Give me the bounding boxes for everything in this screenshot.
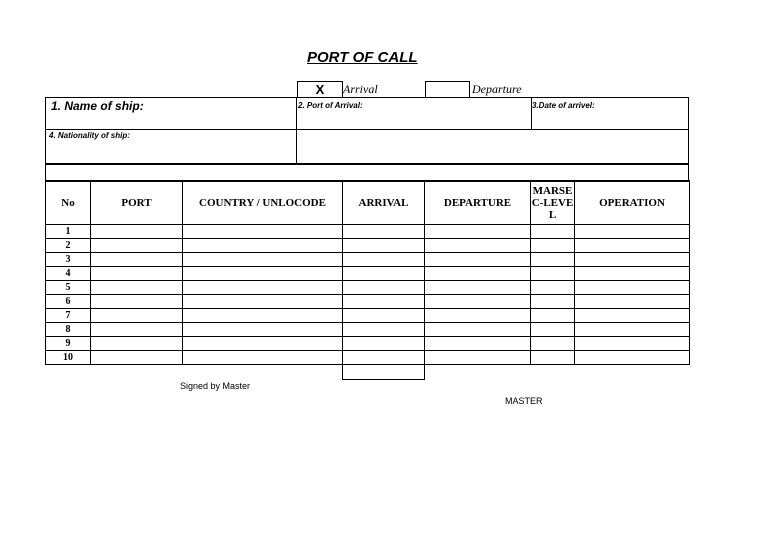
- master-label: MASTER: [505, 396, 543, 406]
- operation-cell[interactable]: [575, 281, 690, 295]
- nationality-field[interactable]: [46, 130, 296, 163]
- arrival-checkbox[interactable]: [297, 81, 343, 98]
- port-cell[interactable]: [91, 323, 183, 337]
- marsec-level-cell[interactable]: [531, 225, 575, 239]
- header-operation: OPERATION: [575, 181, 690, 225]
- country-unlocode-cell[interactable]: [183, 253, 343, 267]
- port-cell[interactable]: [91, 239, 183, 253]
- country-unlocode-cell[interactable]: [183, 351, 343, 365]
- row-number-cell: 9: [46, 337, 91, 351]
- header-country-unlocode: COUNTRY / UNLOCODE: [183, 181, 343, 225]
- operation-cell[interactable]: [575, 351, 690, 365]
- arrival-cell[interactable]: [343, 337, 425, 351]
- row-number-cell: 2: [46, 239, 91, 253]
- arrival-cell[interactable]: [343, 253, 425, 267]
- marsec-level-cell[interactable]: [531, 351, 575, 365]
- country-unlocode-cell[interactable]: [183, 295, 343, 309]
- country-unlocode-cell[interactable]: [183, 225, 343, 239]
- operation-cell[interactable]: [575, 323, 690, 337]
- marsec-level-cell[interactable]: [531, 309, 575, 323]
- row-number-cell: 7: [46, 309, 91, 323]
- operation-cell[interactable]: [575, 267, 690, 281]
- marsec-level-cell[interactable]: [531, 337, 575, 351]
- port-of-arrival-label: 2. Port of Arrival:: [298, 101, 363, 110]
- header-no: No: [46, 181, 91, 225]
- operation-cell[interactable]: [575, 337, 690, 351]
- country-unlocode-cell[interactable]: [183, 309, 343, 323]
- departure-cell[interactable]: [425, 295, 531, 309]
- arrival-cell[interactable]: [343, 295, 425, 309]
- marsec-level-cell[interactable]: [531, 239, 575, 253]
- departure-cell[interactable]: [425, 337, 531, 351]
- operation-cell[interactable]: [575, 225, 690, 239]
- name-of-ship-label: 1. Name of ship:: [51, 99, 144, 113]
- port-call-table: [45, 180, 690, 365]
- header-marsec-level: MARSEC-LEVEL: [531, 181, 575, 225]
- departure-cell[interactable]: [425, 351, 531, 365]
- port-cell[interactable]: [91, 281, 183, 295]
- operation-cell[interactable]: [575, 239, 690, 253]
- row-number-cell: 4: [46, 267, 91, 281]
- departure-cell[interactable]: [425, 239, 531, 253]
- operation-cell[interactable]: [575, 253, 690, 267]
- departure-cell[interactable]: [425, 253, 531, 267]
- ship-info-block: [45, 97, 689, 164]
- port-of-arrival-field[interactable]: [297, 98, 531, 129]
- arrival-cell[interactable]: [343, 281, 425, 295]
- row-number-cell: 10: [46, 351, 91, 365]
- form-title: PORT OF CALL: [307, 49, 418, 66]
- row-number-cell: 8: [46, 323, 91, 337]
- table-row: [46, 239, 690, 253]
- departure-checkbox[interactable]: [425, 81, 470, 98]
- table-row: [46, 323, 690, 337]
- row-number-cell: 1: [46, 225, 91, 239]
- port-cell[interactable]: [91, 225, 183, 239]
- departure-cell[interactable]: [425, 281, 531, 295]
- marsec-level-cell[interactable]: [531, 295, 575, 309]
- date-of-arrival-label: 3.Date of arrivel:: [532, 101, 595, 110]
- table-row: [46, 295, 690, 309]
- port-cell[interactable]: [91, 295, 183, 309]
- table-row: [46, 225, 690, 239]
- port-cell[interactable]: [91, 309, 183, 323]
- signature-line: [342, 365, 425, 380]
- departure-label: Departure: [472, 82, 522, 96]
- departure-cell[interactable]: [425, 267, 531, 281]
- port-cell[interactable]: [91, 253, 183, 267]
- header-departure: DEPARTURE: [425, 181, 531, 225]
- signed-by-master-label: Signed by Master: [180, 381, 251, 391]
- table-header-row: [46, 181, 690, 225]
- row-number-cell: 3: [46, 253, 91, 267]
- table-row: [46, 351, 690, 365]
- marsec-level-cell[interactable]: [531, 281, 575, 295]
- country-unlocode-cell[interactable]: [183, 267, 343, 281]
- port-cell[interactable]: [91, 337, 183, 351]
- departure-cell[interactable]: [425, 309, 531, 323]
- departure-cell[interactable]: [425, 323, 531, 337]
- operation-cell[interactable]: [575, 309, 690, 323]
- marsec-level-cell[interactable]: [531, 253, 575, 267]
- table-row: [46, 253, 690, 267]
- header-arrival: ARRIVAL: [343, 181, 425, 225]
- departure-cell[interactable]: [425, 225, 531, 239]
- country-unlocode-cell[interactable]: [183, 323, 343, 337]
- table-row: [46, 337, 690, 351]
- row-number-cell: 6: [46, 295, 91, 309]
- arrival-cell[interactable]: [343, 239, 425, 253]
- arrival-check-mark: X: [315, 82, 325, 97]
- arrival-cell[interactable]: [343, 267, 425, 281]
- nationality-label: 4. Nationality of ship:: [49, 131, 130, 140]
- arrival-cell[interactable]: [343, 309, 425, 323]
- port-cell[interactable]: [91, 351, 183, 365]
- arrival-cell[interactable]: [343, 351, 425, 365]
- table-row: [46, 267, 690, 281]
- spacer-band: [45, 163, 689, 181]
- table-row: [46, 309, 690, 323]
- date-of-arrival-field[interactable]: [532, 98, 688, 129]
- arrival-label: Arrival: [343, 82, 378, 96]
- country-unlocode-cell[interactable]: [183, 281, 343, 295]
- marsec-level-cell[interactable]: [531, 267, 575, 281]
- operation-cell[interactable]: [575, 295, 690, 309]
- marsec-level-cell[interactable]: [531, 323, 575, 337]
- country-unlocode-cell[interactable]: [183, 239, 343, 253]
- name-of-ship-field[interactable]: [46, 98, 296, 129]
- arrival-cell[interactable]: [343, 225, 425, 239]
- country-unlocode-cell[interactable]: [183, 337, 343, 351]
- nationality-value-field[interactable]: [297, 130, 688, 163]
- arrival-cell[interactable]: [343, 323, 425, 337]
- table-row: [46, 281, 690, 295]
- row-number-cell: 5: [46, 281, 91, 295]
- header-port: PORT: [91, 181, 183, 225]
- port-cell[interactable]: [91, 267, 183, 281]
